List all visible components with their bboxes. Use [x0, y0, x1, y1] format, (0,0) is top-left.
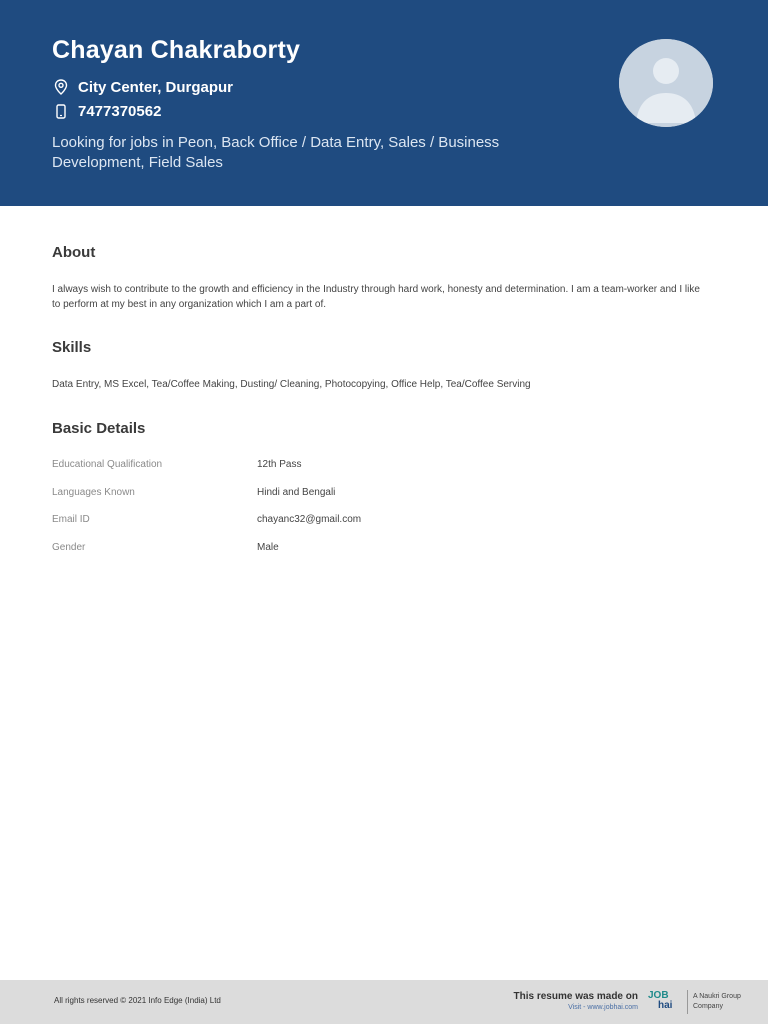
- detail-label: Gender: [52, 542, 86, 553]
- detail-label: Educational Qualification: [52, 459, 163, 470]
- phone-text: 7477370562: [78, 102, 162, 120]
- detail-value: Male: [257, 542, 279, 553]
- detail-value: Hindi and Bengali: [257, 487, 336, 498]
- naukri-line-2: Company: [693, 1003, 723, 1010]
- job-preferences: Looking for jobs in Peon, Back Office / Data Entry, Sales / Business Development, Field Sales: [52, 134, 500, 171]
- jobhai-logo: [648, 991, 684, 1015]
- visit-link[interactable]: Visit - www.jobhai.com: [568, 1004, 638, 1011]
- detail-label: Languages Known: [52, 487, 135, 498]
- naukri-group-text: [693, 992, 753, 1012]
- naukri-line-1: A Naukri Group: [693, 993, 741, 1000]
- made-on-text: This resume was made on: [513, 991, 638, 1002]
- about-text: I always wish to contribute to the growth and efficiency in the Industry through hard work, honesty and determination. I am a team-worker and I like to perform at my best in any organization which I am a part of.: [52, 284, 700, 310]
- phone-row: [52, 102, 161, 120]
- location-text: City Center, Durgapur: [78, 78, 234, 96]
- detail-row-email: [52, 514, 652, 528]
- detail-value: chayanc32@gmail.com: [257, 514, 362, 525]
- map-pin-icon: [52, 78, 70, 96]
- detail-label: Email ID: [52, 514, 90, 525]
- logo-hai: hai: [658, 1000, 673, 1011]
- location-row: [52, 78, 233, 96]
- skills-heading: Skills: [52, 339, 92, 356]
- user-placeholder-icon: [619, 39, 713, 127]
- made-on-block: [514, 991, 639, 1011]
- basic-details-heading: Basic Details: [52, 420, 146, 437]
- copyright-text: All rights reserved © 2021 Info Edge (India) Ltd: [54, 996, 221, 1005]
- logo-job: JOB: [648, 990, 669, 1001]
- profile-header: [0, 0, 768, 206]
- mobile-phone-icon: [52, 102, 70, 120]
- detail-value: 12th Pass: [257, 459, 302, 470]
- brand-divider: [687, 990, 688, 1014]
- candidate-name: Chayan Chakraborty: [52, 36, 301, 64]
- skills-text: Data Entry, MS Excel, Tea/Coffee Making, Dusting/ Cleaning, Photocopying, Office Help, Tea/Coffee Serving: [52, 379, 531, 390]
- detail-row-gender: [52, 542, 652, 556]
- detail-row-languages: [52, 487, 652, 501]
- about-heading: About: [52, 244, 96, 261]
- page-footer: [0, 980, 768, 1024]
- detail-row-education: [52, 459, 652, 473]
